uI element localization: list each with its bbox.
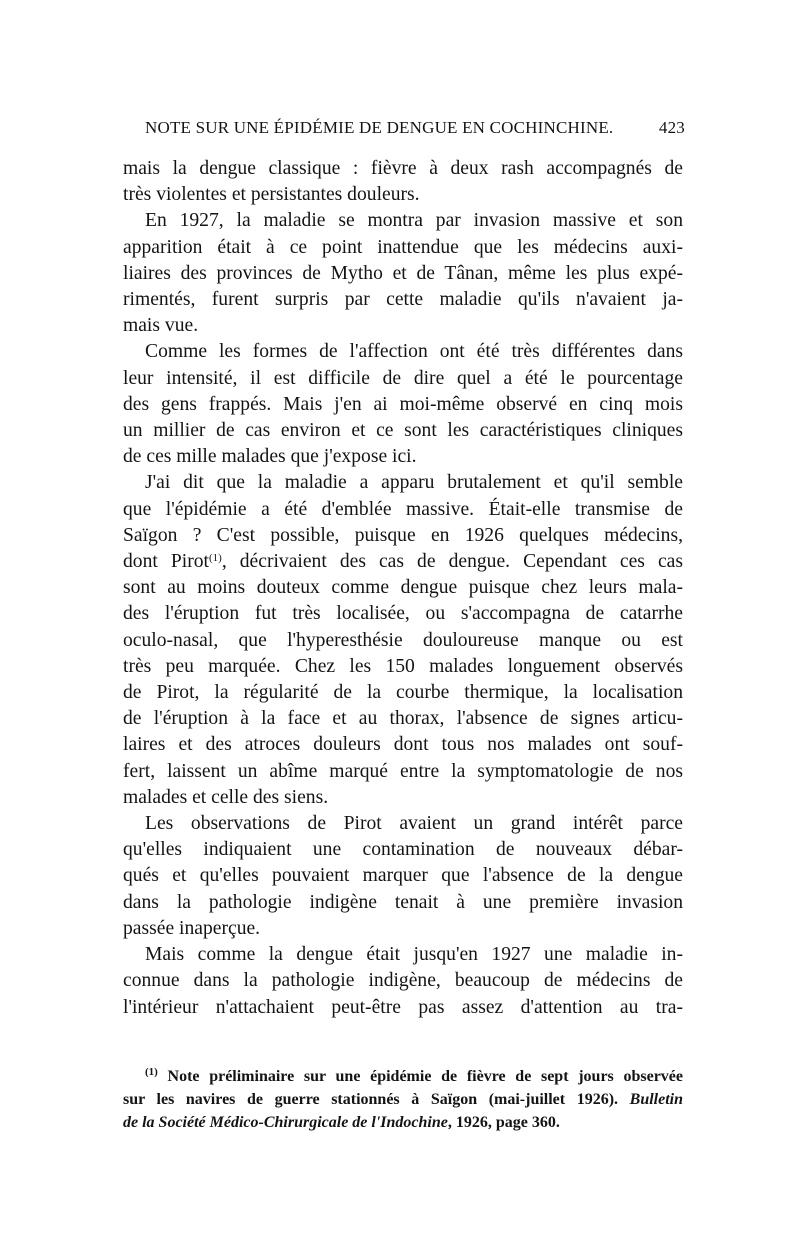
text-line: l'intérieur n'attachaient peut-être pas assez d'attention au tra- bbox=[123, 996, 683, 1018]
main-text bbox=[123, 156, 683, 1021]
text-line: passée inaperçue. bbox=[123, 917, 261, 939]
text-line bbox=[123, 549, 683, 575]
footnote-line bbox=[123, 1088, 683, 1111]
text-line: fert, laissent un abîme marqué entre la symptomatologie de nos bbox=[123, 760, 683, 782]
text-line: qu'elles indiquaient une contamination de nouveaux débar- bbox=[123, 839, 683, 861]
text-line: Comme les formes de l'affection ont été très différentes dans bbox=[145, 341, 683, 363]
footnote-line bbox=[123, 1111, 683, 1134]
text-line: Saïgon ? C'est possible, puisque en 1926 quelques médecins, bbox=[123, 524, 683, 546]
text-line: des gens frappés. Mais j'en ai moi-même observé en cinq mois bbox=[123, 393, 683, 415]
footnote-text: sur les navires de guerre stationnés à Saïgon (mai-juillet 1926). bbox=[123, 1091, 630, 1108]
header-title: NOTE SUR UNE ÉPIDÉMIE DE DENGUE EN COCHINCHINE. bbox=[145, 118, 614, 137]
page-number: 423 bbox=[658, 118, 685, 137]
text-fragment: dont Pirot bbox=[123, 551, 209, 573]
text-line: de Pirot, la régularité de la courbe thermique, la localisation bbox=[123, 682, 683, 704]
text-line: très peu marquée. Chez les 150 malades longuement observés bbox=[123, 655, 683, 677]
footnote-reference[interactable]: (1) bbox=[208, 552, 222, 565]
footnote-text: , 1926, page 360. bbox=[447, 1114, 560, 1131]
text-line: mais la dengue classique : fièvre à deux rash accompagnés de bbox=[123, 158, 683, 179]
text-line: apparition était à ce point inattendue que les médecins auxi- bbox=[123, 236, 683, 258]
text-line: des l'éruption fut très localisée, ou s'accompagna de catarrhe bbox=[123, 603, 683, 625]
footnote-italic: de la Société Médico-Chirurgicale de l'Indochine bbox=[123, 1114, 448, 1131]
text-line: un millier de cas environ et ce sont les caractéristiques cliniques bbox=[123, 420, 683, 442]
text-fragment: , décrivaient des cas de dengue. Cependant ces cas bbox=[221, 551, 683, 573]
text-line: dans la pathologie indigène tenait à une première invasion bbox=[123, 891, 683, 913]
footnote bbox=[123, 1065, 683, 1134]
footnote-marker: (1) bbox=[145, 1066, 158, 1078]
text-line: leur intensité, il est difficile de dire quel a été le pourcentage bbox=[123, 367, 683, 389]
text-line: connue dans la pathologie indigène, beaucoup de médecins de bbox=[123, 970, 683, 992]
running-header bbox=[145, 118, 685, 138]
text-line: J'ai dit que la maladie a apparu brutalement et qu'il semble bbox=[145, 472, 683, 494]
text-line: très violentes et persistantes douleurs. bbox=[123, 184, 420, 206]
text-line: Les observations de Pirot avaient un grand intérêt parce bbox=[145, 813, 683, 835]
text-line: En 1927, la maladie se montra par invasion massive et son bbox=[145, 210, 683, 232]
text-line: de l'éruption à la face et au thorax, l'absence de signes articu- bbox=[123, 708, 683, 730]
footnote-line bbox=[123, 1065, 683, 1088]
text-line: de ces mille malades que j'expose ici. bbox=[123, 446, 417, 468]
text-line: liaires des provinces de Mytho et de Tânan, même les plus expé- bbox=[123, 262, 683, 284]
footnote-text: Note préliminaire sur une épidémie de fièvre de sept jours observée bbox=[157, 1068, 683, 1085]
text-line: mais vue. bbox=[123, 315, 199, 337]
text-line: que l'épidémie a été d'emblée massive. Était-elle transmise de bbox=[123, 498, 683, 520]
text-line: oculo-nasal, que l'hyperesthésie douloureuse manque ou est bbox=[123, 629, 683, 651]
text-line: laires et des atroces douleurs dont tous nos malades ont souf- bbox=[123, 734, 683, 756]
footnote-italic: Bulletin bbox=[629, 1091, 683, 1108]
text-line: qués et qu'elles pouvaient marquer que l'absence de la dengue bbox=[123, 865, 683, 887]
text-line: sont au moins douteux comme dengue puisque chez leurs mala- bbox=[123, 577, 683, 599]
text-line: malades et celle des siens. bbox=[123, 786, 329, 808]
text-line: rimentés, furent surpris par cette maladie qu'ils n'avaient ja- bbox=[123, 289, 683, 311]
text-line: Mais comme la dengue était jusqu'en 1927 une maladie in- bbox=[145, 944, 683, 966]
